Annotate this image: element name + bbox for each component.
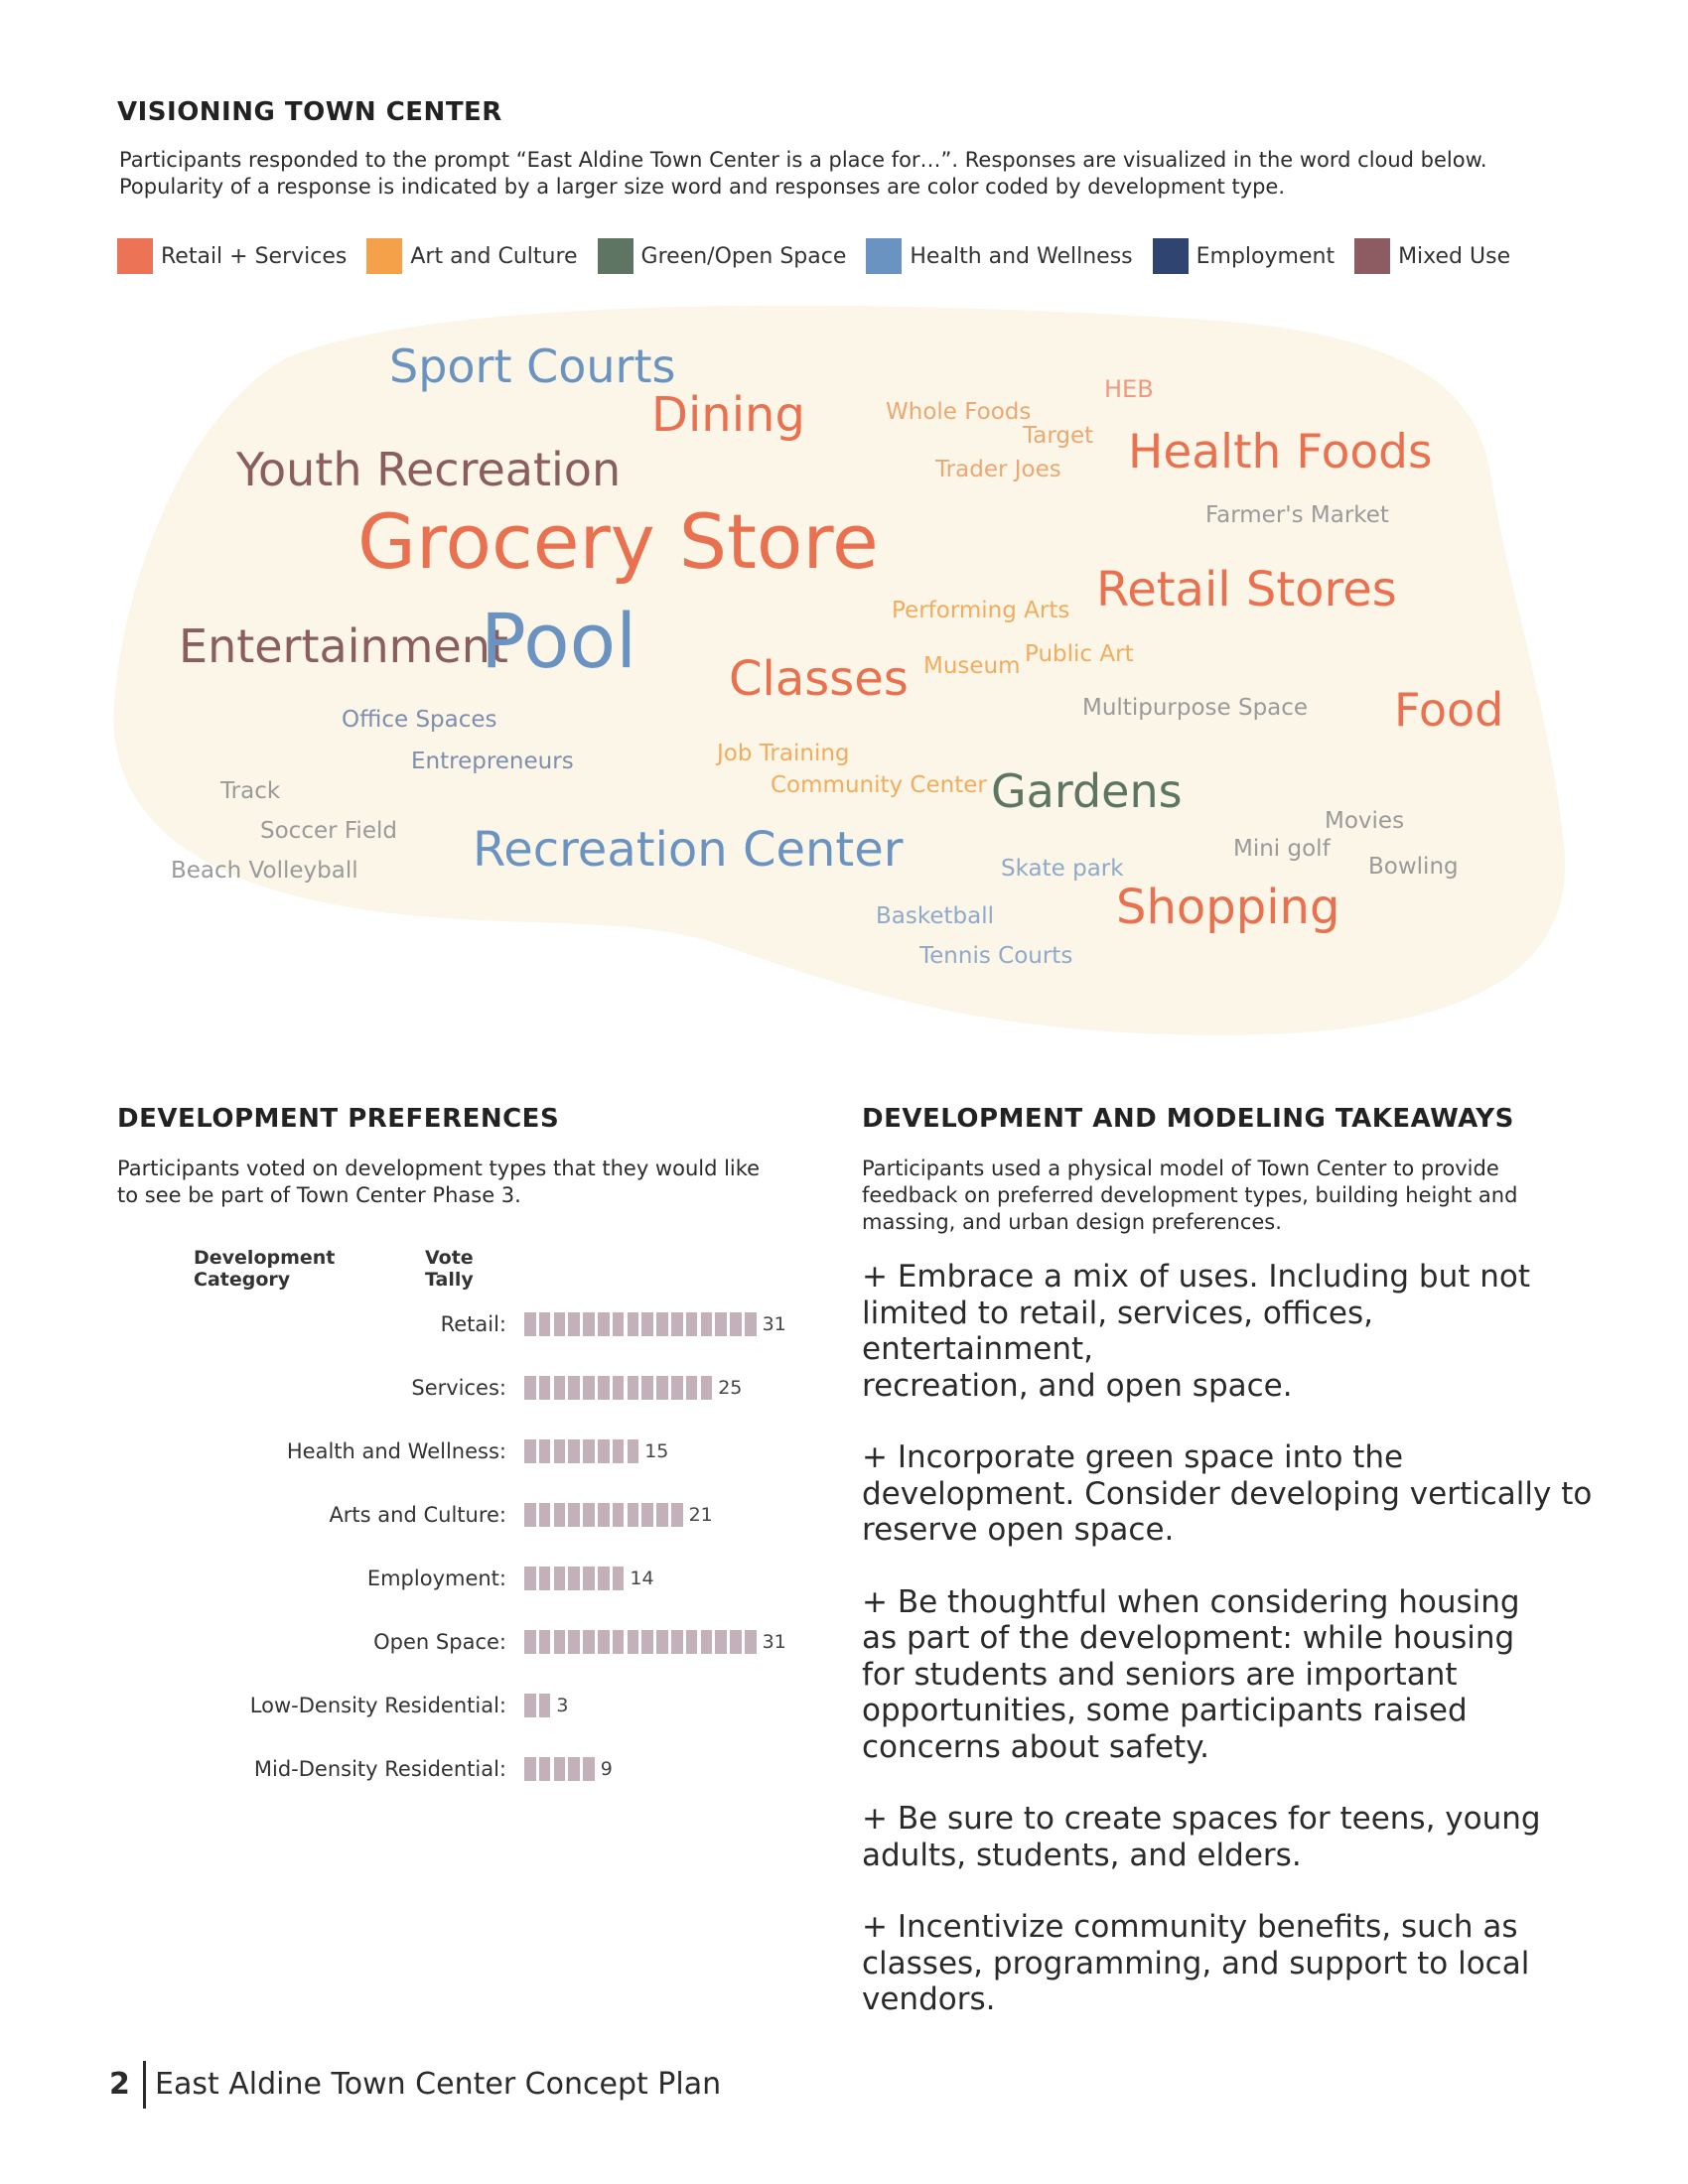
cloud-word-movies: Movies [1325, 808, 1405, 834]
cloud-word-mini-golf: Mini golf [1233, 836, 1331, 862]
bar-segment [524, 1376, 536, 1400]
bar-segment [613, 1312, 625, 1336]
legend-swatch [366, 238, 402, 274]
takeaways-intro-line3: massing, and urban design preferences. [862, 1210, 1282, 1234]
takeaway-item [862, 1439, 1597, 1549]
bar-segment [628, 1439, 639, 1463]
bar-segment [701, 1376, 713, 1400]
takeaway-line: + Incentivize community benefits, such as [862, 1909, 1518, 1945]
bar-segment [628, 1630, 639, 1654]
cloud-word-beach-volleyball: Beach Volleyball [171, 858, 358, 884]
bar-value-label: 21 [688, 1504, 713, 1526]
bar-segment [715, 1630, 727, 1654]
cloud-word-dining: Dining [651, 387, 805, 443]
bar-category-label: Arts and Culture: [329, 1503, 506, 1527]
takeaway-line: adults, students, and elders. [862, 1837, 1302, 1873]
takeaway-line: limited to retail, services, offices, entertainment, [862, 1295, 1373, 1367]
legend-item-health-wellness [866, 238, 1132, 274]
page-number: 2 [109, 2067, 130, 2102]
bar-segment [539, 1694, 551, 1717]
bar-segment [613, 1376, 625, 1400]
bar-segment [628, 1503, 639, 1527]
bar-segment [524, 1694, 536, 1717]
bar-category-label: Open Space: [373, 1630, 506, 1654]
bar-value-label: 25 [718, 1377, 743, 1399]
document-title: East Aldine Town Center Concept Plan [155, 2067, 722, 2102]
word-cloud-legend [117, 238, 1530, 274]
bar-segment [539, 1312, 551, 1336]
bar-segment [671, 1312, 683, 1336]
cloud-word-skate-park: Skate park [1001, 856, 1124, 882]
bar-segment [524, 1312, 536, 1336]
cloud-word-recreation-center: Recreation Center [473, 822, 904, 878]
bar-value-label: 14 [630, 1568, 654, 1589]
cloud-word-farmers-market: Farmer's Market [1205, 502, 1389, 528]
bar-segment [745, 1630, 757, 1654]
cloud-word-community-center: Community Center [771, 772, 987, 798]
bar-segment [524, 1503, 536, 1527]
bar-category-label: Mid-Density Residential: [253, 1757, 506, 1781]
bar-segment [554, 1312, 566, 1336]
bar-category-label: Employment: [366, 1567, 506, 1590]
bar-category-label: Low-Density Residential: [249, 1694, 506, 1717]
legend-swatch [866, 238, 902, 274]
bar-segment [554, 1630, 566, 1654]
bar-segment [598, 1503, 610, 1527]
cloud-word-performing-arts: Performing Arts [892, 598, 1070, 623]
bar-segment [554, 1567, 566, 1590]
bar-segment [524, 1439, 536, 1463]
cloud-word-entertainment: Entertainment [179, 619, 508, 673]
takeaway-line: + Be thoughtful when considering housing [862, 1583, 1520, 1620]
bar-segment [583, 1503, 595, 1527]
cloud-word-heb: HEB [1104, 375, 1154, 403]
bar-segment [583, 1630, 595, 1654]
bar-segment [641, 1376, 653, 1400]
bar-segment [583, 1439, 595, 1463]
bar-segment [656, 1376, 668, 1400]
bar-segment [641, 1630, 653, 1654]
bar-segment [701, 1312, 713, 1336]
preferences-title: DEVELOPMENT PREFERENCES [117, 1104, 560, 1134]
legend-item-employment [1153, 238, 1335, 274]
word-cloud [0, 288, 1688, 1082]
preferences-intro-line2: to see be part of Town Center Phase 3. [117, 1183, 521, 1207]
bar-segment [686, 1630, 698, 1654]
cloud-word-job-training: Job Training [717, 741, 850, 766]
bar-segment [598, 1312, 610, 1336]
takeaway-line: + Be sure to create spaces for teens, young [862, 1801, 1541, 1837]
bar-segment [583, 1757, 595, 1781]
bar-segment [583, 1312, 595, 1336]
bar-segment [598, 1567, 610, 1590]
legend-label: Retail + Services [161, 243, 348, 269]
takeaways-intro-line2: feedback on preferred development types, building height and [862, 1183, 1518, 1207]
bar-segment [671, 1503, 683, 1527]
bar-category-label: Retail: [440, 1312, 506, 1336]
takeaways-intro [862, 1156, 1617, 1236]
bar-segment [554, 1757, 566, 1781]
bar-segment [583, 1376, 595, 1400]
cloud-word-bowling: Bowling [1368, 854, 1459, 880]
cloud-word-trader-joes: Trader Joes [935, 457, 1061, 482]
legend-swatch [598, 238, 633, 274]
bar-segment [598, 1376, 610, 1400]
takeaway-line: vendors. [862, 1981, 996, 2017]
cloud-word-sport-courts: Sport Courts [389, 340, 676, 393]
bar-segment [730, 1630, 742, 1654]
bar-segment [671, 1376, 683, 1400]
bar-segment [628, 1376, 639, 1400]
chart-header-category: Development Category [194, 1247, 336, 1291]
bar-segment [628, 1312, 639, 1336]
preferences-intro-line1: Participants voted on development types that they would like [117, 1157, 761, 1180]
bar-segment [730, 1312, 742, 1336]
bar-value-label: 9 [600, 1758, 613, 1780]
cloud-word-shopping: Shopping [1116, 880, 1340, 935]
legend-label: Art and Culture [410, 243, 578, 269]
takeaway-item [862, 1909, 1597, 2018]
takeaway-line: opportunities, some participants raised [862, 1693, 1468, 1728]
bar-segment [539, 1567, 551, 1590]
visioning-title: VISIONING TOWN CENTER [117, 97, 502, 127]
bar-row [99, 1501, 794, 1529]
legend-label: Health and Wellness [910, 243, 1133, 269]
bar-segment [671, 1630, 683, 1654]
bar-segment [701, 1630, 713, 1654]
takeaway-line: recreation, and open space. [862, 1367, 1293, 1404]
cloud-word-public-art: Public Art [1025, 641, 1134, 667]
cloud-word-target: Target [1023, 423, 1094, 449]
cloud-word-soccer-field: Soccer Field [260, 818, 397, 844]
takeaways-list [862, 1259, 1597, 2054]
footer-divider [143, 2061, 146, 2109]
bar-segment [656, 1312, 668, 1336]
takeaway-item [862, 1259, 1597, 1404]
bar-segment [745, 1312, 757, 1336]
bar-segment [568, 1567, 580, 1590]
bar-segment [598, 1630, 610, 1654]
bar-segment [715, 1312, 727, 1336]
bar-value-label: 31 [762, 1631, 786, 1653]
bar-value-label: 3 [556, 1695, 569, 1716]
bar-segment [568, 1630, 580, 1654]
bar-segment [568, 1439, 580, 1463]
bar-segment [686, 1312, 698, 1336]
cloud-word-tennis-courts: Tennis Courts [919, 943, 1073, 969]
bar-segment [641, 1503, 653, 1527]
bar-category-label: Services: [411, 1376, 506, 1400]
takeaway-line: for students and seniors are important [862, 1656, 1458, 1693]
cloud-word-gardens: Gardens [991, 764, 1183, 818]
cloud-word-youth-recreation: Youth Recreation [236, 443, 622, 496]
preferences-intro [117, 1156, 832, 1209]
bar-segment [613, 1567, 625, 1590]
cloud-word-grocery-store: Grocery Store [357, 497, 879, 586]
legend-label: Green/Open Space [640, 243, 847, 269]
takeaways-title: DEVELOPMENT AND MODELING TAKEAWAYS [862, 1104, 1514, 1134]
takeaway-line: + Incorporate green space into the [862, 1439, 1404, 1475]
bar-category-label: Health and Wellness: [286, 1439, 506, 1463]
takeaway-line: reserve open space. [862, 1512, 1175, 1548]
cloud-word-museum: Museum [923, 653, 1021, 679]
bar-segment [524, 1757, 536, 1781]
bar-segment [539, 1503, 551, 1527]
bar-segment [613, 1503, 625, 1527]
bar-segment [583, 1567, 595, 1590]
visioning-intro [119, 147, 1628, 201]
cloud-word-classes: Classes [729, 651, 909, 707]
bar-segment [613, 1630, 625, 1654]
cloud-word-whole-foods: Whole Foods [886, 399, 1032, 425]
cloud-word-basketball: Basketball [876, 903, 994, 929]
bar-segment [554, 1439, 566, 1463]
cloud-word-health-foods: Health Foods [1128, 425, 1433, 479]
bar-value-label: 15 [644, 1440, 669, 1462]
bar-segment [656, 1503, 668, 1527]
cloud-word-multipurpose-space: Multipurpose Space [1082, 695, 1309, 721]
legend-label: Mixed Use [1398, 243, 1511, 269]
takeaway-line: as part of the development: while housing [862, 1620, 1515, 1656]
bar-row [99, 1374, 794, 1402]
legend-swatch [1354, 238, 1390, 274]
cloud-word-food: Food [1394, 683, 1504, 737]
bar-segment [539, 1376, 551, 1400]
takeaway-item [862, 1584, 1597, 1766]
cloud-word-retail-stores: Retail Stores [1096, 562, 1397, 617]
legend-swatch [1153, 238, 1189, 274]
legend-label: Employment [1196, 243, 1336, 269]
cloud-word-track: Track [220, 778, 281, 804]
bar-value-label: 31 [762, 1313, 786, 1335]
bar-segment [656, 1630, 668, 1654]
takeaways-intro-line1: Participants used a physical model of Town Center to provide [862, 1157, 1499, 1180]
cloud-word-office-spaces: Office Spaces [342, 707, 497, 733]
bar-segment [539, 1630, 551, 1654]
takeaway-line: concerns about safety. [862, 1728, 1209, 1765]
bar-row [99, 1755, 794, 1783]
takeaway-line: + Embrace a mix of uses. Including but not [862, 1259, 1530, 1295]
bar-row [99, 1310, 794, 1338]
bar-row [99, 1628, 794, 1656]
legend-swatch [117, 238, 153, 274]
bar-row [99, 1437, 794, 1465]
bar-segment [568, 1376, 580, 1400]
takeaway-item [862, 1801, 1597, 1873]
cloud-word-entrepreneurs: Entrepreneurs [411, 749, 574, 774]
bar-segment [539, 1439, 551, 1463]
legend-item-mixed-use [1354, 238, 1510, 274]
takeaway-line: classes, programming, and support to local [862, 1945, 1530, 1981]
bar-segment [598, 1439, 610, 1463]
bar-segment [539, 1757, 551, 1781]
visioning-intro-line1: Participants responded to the prompt “East Aldine Town Center is a place for…”. Responses are visualized in the word cloud below. [119, 148, 1487, 172]
bar-segment [554, 1503, 566, 1527]
bar-segment [554, 1376, 566, 1400]
legend-item-art-culture [366, 238, 577, 274]
bar-segment [568, 1503, 580, 1527]
cloud-word-pool: Pool [481, 597, 637, 685]
bar-row [99, 1565, 794, 1592]
bar-segment [613, 1439, 625, 1463]
bar-segment [568, 1312, 580, 1336]
bar-segment [524, 1630, 536, 1654]
bar-segment [568, 1757, 580, 1781]
legend-item-green-open-space [598, 238, 847, 274]
bar-segment [686, 1376, 698, 1400]
legend-item-retail-services [117, 238, 347, 274]
visioning-intro-line2: Popularity of a response is indicated by a larger size word and responses are color coded by development type. [119, 175, 1286, 199]
takeaway-line: development. Consider developing vertically to [862, 1475, 1593, 1512]
chart-header-tally: Vote Tally [425, 1247, 474, 1291]
bar-segment [641, 1312, 653, 1336]
bar-segment [524, 1567, 536, 1590]
bar-row [99, 1692, 794, 1719]
